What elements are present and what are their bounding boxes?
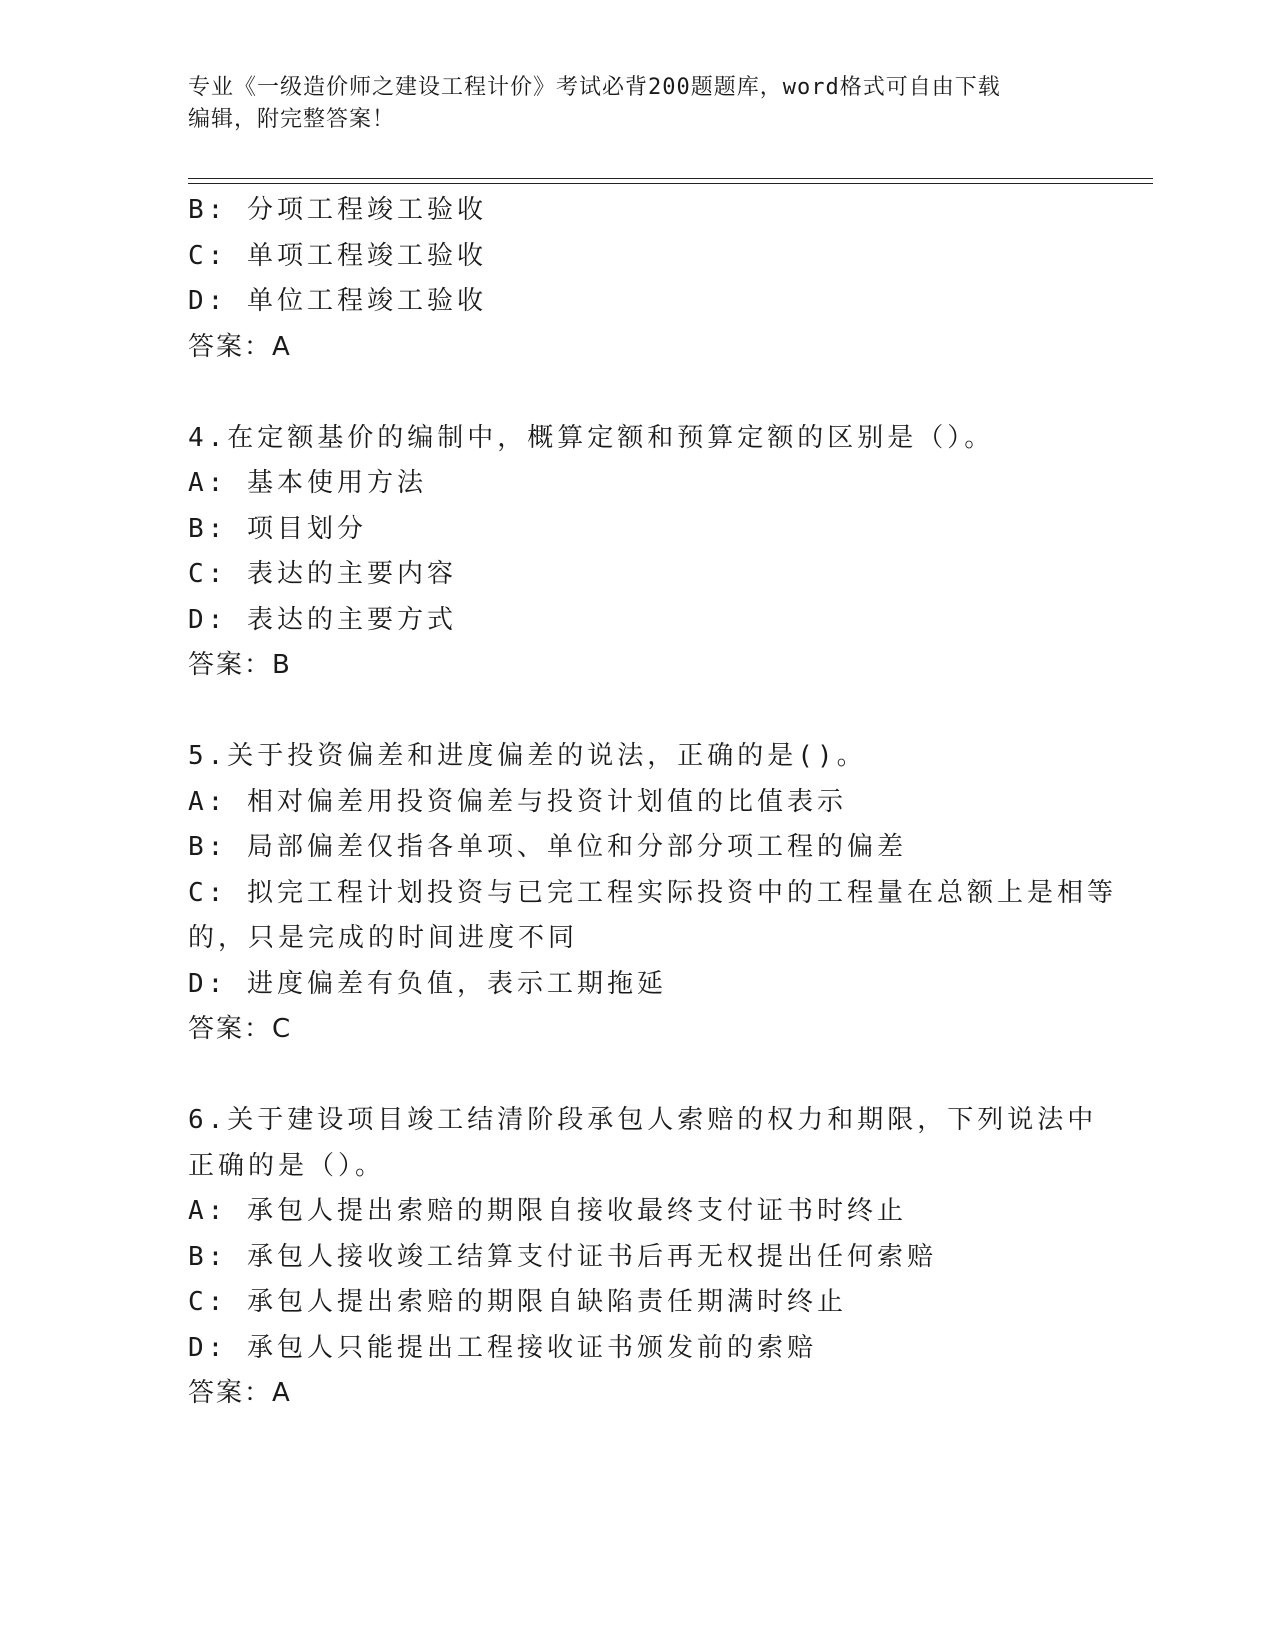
question-3-option-d: D: 单位工程竣工验收: [188, 286, 487, 316]
page-header: [188, 72, 1088, 136]
question-4-block: [188, 416, 1088, 689]
question-5-option-b: B: 局部偏差仅指各单项、单位和分部分项工程的偏差: [188, 832, 907, 862]
question-6-option-c: C: 承包人提出索赔的期限自缺陷责任期满时终止: [188, 1287, 847, 1317]
question-5-option-c: C: 拟完工程计划投资与已完工程实际投资中的工程量在总额上是相等: [188, 877, 1117, 908]
question-3-block: [188, 188, 1088, 370]
question-6-answer: 答案：A: [188, 1378, 292, 1408]
spacer: [188, 1053, 1088, 1099]
question-6-option-d: D: 承包人只能提出工程接收证书颁发前的索赔: [188, 1332, 817, 1363]
question-5-option-c-continued: 的，只是完成的时间进度不同: [188, 923, 579, 953]
question-6-stem-line-1: 6.关于建设项目竣工结清阶段承包人索赔的权力和期限，下列说法中: [188, 1105, 1098, 1135]
question-5-option-d: D: 进度偏差有负值，表示工期拖延: [188, 968, 667, 999]
question-6-block: [188, 1098, 1098, 1417]
question-6-stem-line-2: 正确的是（）。: [188, 1150, 386, 1181]
question-5-stem: 5.关于投资偏差和进度偏差的说法，正确的是()。: [188, 741, 867, 771]
header-line-1: 专业《一级造价师之建设工程计价》考试必背200题题库，word格式可自由下载: [188, 75, 1001, 100]
question-4-option-c: C: 表达的主要内容: [188, 559, 457, 589]
question-6-option-a: A: 承包人提出索赔的期限自接收最终支付证书时终止: [188, 1196, 907, 1226]
question-4-option-d: D: 表达的主要方式: [188, 604, 457, 635]
question-content: [188, 188, 1117, 1417]
question-3-answer: 答案：A: [188, 331, 292, 362]
question-4-option-b: B: 项目划分: [188, 513, 367, 544]
question-4-option-a: A: 基本使用方法: [188, 468, 427, 498]
header-line-2: 编辑，附完整答案！: [188, 107, 396, 132]
spacer: [188, 689, 1088, 735]
question-3-option-c: C: 单项工程竣工验收: [188, 240, 487, 271]
question-4-stem: 4.在定额基价的编制中，概算定额和预算定额的区别是（）。: [188, 422, 995, 453]
question-3-option-b: B: 分项工程竣工验收: [188, 195, 487, 225]
question-5-option-a: A: 相对偏差用投资偏差与投资计划值的比值表示: [188, 786, 847, 817]
question-6-option-b: B: 承包人接收竣工结算支付证书后再无权提出任何索赔: [188, 1241, 937, 1272]
question-5-answer: 答案：C: [188, 1014, 293, 1044]
header-divider: [188, 178, 1153, 184]
spacer: [188, 370, 1088, 416]
question-5-block: [188, 734, 1117, 1053]
question-4-answer: 答案：B: [188, 650, 292, 680]
